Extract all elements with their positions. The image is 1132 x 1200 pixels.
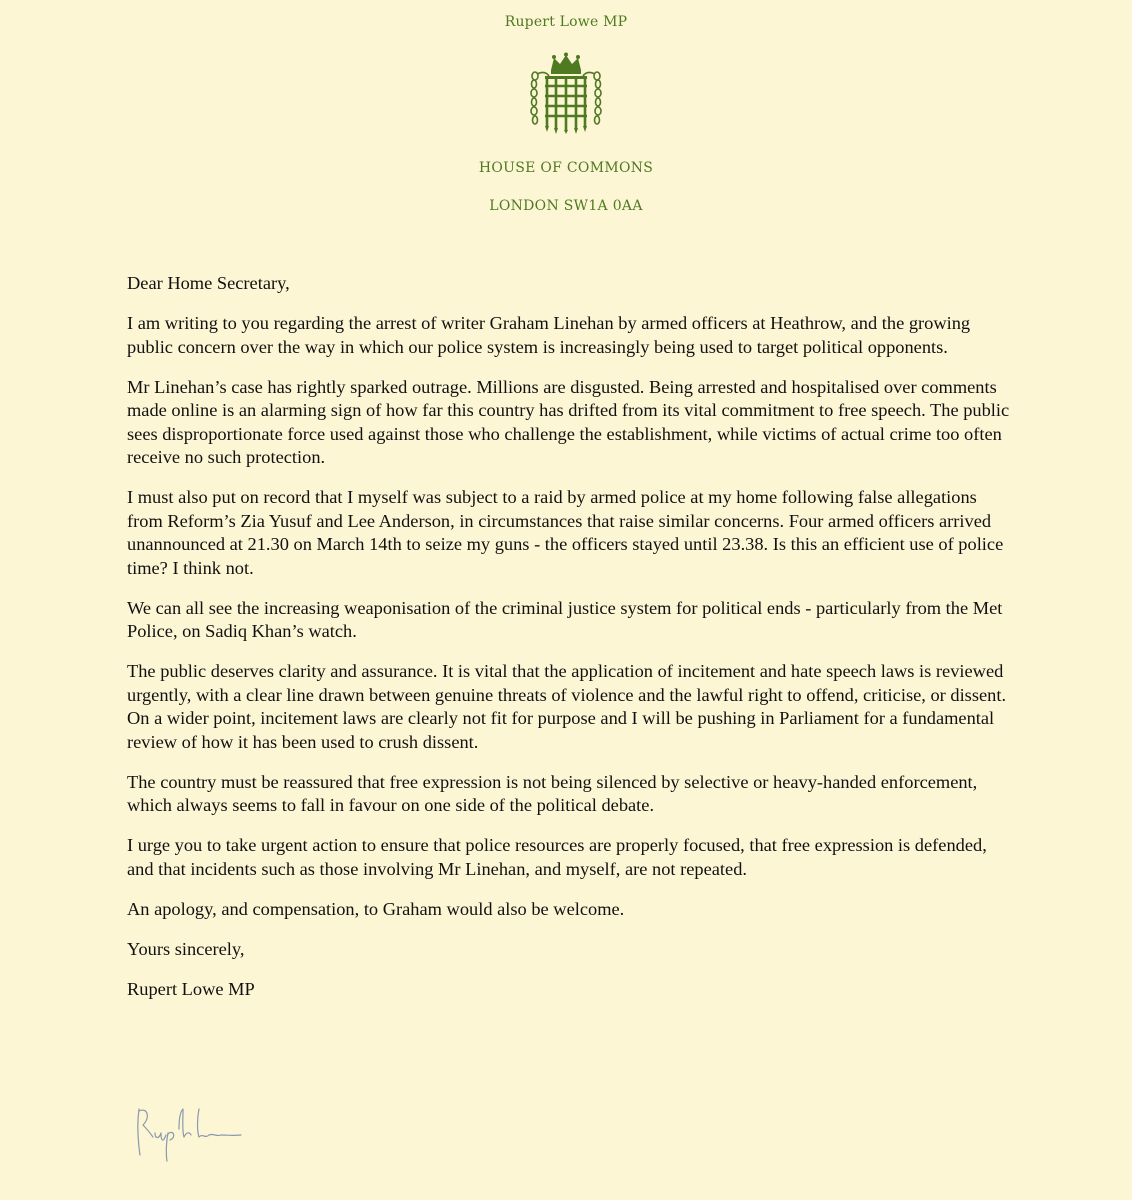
- signatory: Rupert Lowe MP: [127, 978, 255, 999]
- portcullis-icon: [527, 52, 605, 134]
- paragraph-7: I urge you to take urgent action to ensure that police resources are properly focused, that free expression is defended, and that incidents such as those involving Mr Linehan, and myself, are not repeated.: [127, 835, 987, 879]
- letterhead-address: LONDON SW1A 0AA: [489, 198, 643, 214]
- paragraph-1: I am writing to you regarding the arrest of writer Graham Linehan by armed officers at Heathrow, and the growing public concern over the way in which our police system is increasingly being used to target political opponents.: [127, 313, 971, 357]
- paragraph-2: Mr Linehan’s case has rightly sparked outrage. Millions are disgusted. Being arrested and hospitalised over comments made online is an alarming sign of how far this country has drifted from its vital commitment to free speech. The public sees disproportionate force used against those who challenge the establishment, while victims of actual crime too often receive no such protection.: [127, 376, 1010, 467]
- letterhead-house: HOUSE OF COMMONS: [478, 160, 654, 176]
- paragraph-5: The public deserves clarity and assurance. It is vital that the application of incitement and hate speech laws is reviewed urgently, with a clear line drawn between genuine threats of violence and the lawful right to offend, criticise, or dissent. On a wider point, incitement laws are clearly not fit for purpose and I will be pushing in Parliament for a fundamental review of how it has been used to crush dissent.: [127, 661, 1007, 752]
- paragraph-8: An apology, and compensation, to Graham would also be welcome.: [127, 898, 625, 919]
- salutation: Dear Home Secretary,: [127, 273, 290, 293]
- paragraph-4: We can all see the increasing weaponisation of the criminal justice system for political ends - particularly from the Met Police, on Sadiq Khan’s watch.: [127, 597, 1003, 641]
- letter-body: [127, 272, 1017, 1018]
- closing: Yours sincerely,: [127, 938, 245, 959]
- paragraph-3: I must also put on record that I myself was subject to a raid by armed police at my home following false allegations from Reform’s Zia Yusuf and Lee Anderson, in circumstances that raise similar concerns. Four armed officers arrived unannounced at 21.30 on March 14th to seize my guns - the officers stayed until 23.38. Is this an efficient use of police time? I think not.: [127, 487, 1004, 578]
- letterhead-mp-name: Rupert Lowe MP: [504, 14, 628, 30]
- paragraph-6: The country must be reassured that free expression is not being silenced by selective or heavy-handed enforcement, which always seems to fall in favour on one side of the political debate.: [127, 771, 978, 815]
- handwritten-signature: [133, 1103, 243, 1163]
